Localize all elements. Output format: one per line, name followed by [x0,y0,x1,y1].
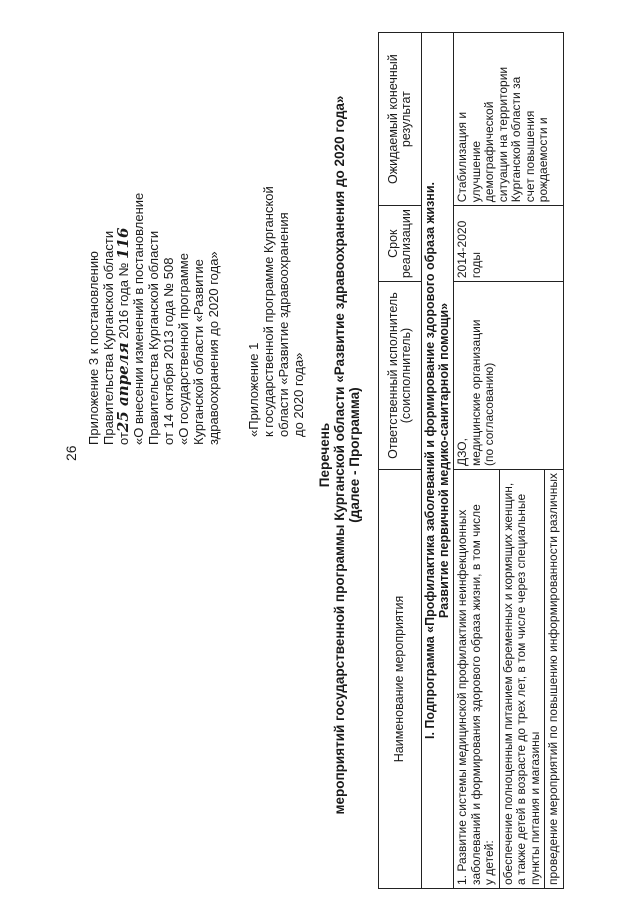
col-header-executor: Ответственный исполнитель (соисполнитель) [379,282,422,470]
title-line: Перечень [317,422,332,488]
row-name: обеспечение полноценным питанием беременных и кормящих женщин, а также детей в возрасте до трех лет, в том числе через специальные пункты питания и магазины [499,469,545,888]
appendix-1-header [246,7,306,437]
table-row [454,33,500,889]
table-header-row [379,33,422,889]
row-executor: ДЗО, медицинские организации (по согласованию) [454,282,564,470]
row-result: Стабилизация и улучшение демографической ситуации на территории Курганской области за счет повышения рождаемости и [454,33,564,206]
appendix3-line: Приложение 3 к постановлению [86,251,101,445]
row-name: 1. Развитие системы медицинской профилактики неинфекционных заболеваний и формирования здорового образа жизни, в том числе у детей: [454,469,500,888]
handwritten-number: 116 [114,227,132,259]
row-term: 2014-2020 годы [454,206,564,282]
appendix3-line: от 14 октября 2013 года № 508 [161,257,176,445]
appendix3-line: Курганской области «Развитие [191,259,206,445]
appendix3-line: «О государственной программе [176,253,191,445]
date-prefix: от [116,432,131,445]
handwritten-date: 25 апреля [114,342,132,433]
appendix1-line: области «Развитие здравоохранения [276,212,291,437]
appendix-3-header [86,5,221,445]
appendix3-date-line [116,5,131,445]
title-line: мероприятий государственной программы Курганской области «Развитие здравоохранения до 2020 года» [332,95,347,815]
col-header-result: Ожидаемый конечный результат [379,33,422,206]
appendix3-line: здравоохранения до 2020 года» [206,251,221,445]
measures-table [378,32,564,889]
page-number: 26 [63,445,79,461]
appendix3-line: Правительства Курганской области [101,230,116,445]
subprogram-row [422,33,454,889]
appendix3-line: Правительства Курганской области [146,230,161,445]
col-header-name: Наименование мероприятия [379,469,422,888]
row-name: проведение мероприятий по повышению информированности различных [545,469,564,888]
document-title [317,95,362,815]
appendix1-line: «Приложение 1 [246,342,261,437]
date-mid: 2016 года № [116,262,131,339]
appendix1-line: к государственной программе Курганской [261,186,276,437]
col-header-term: Срок реализации [379,206,422,282]
appendix3-line: «О внесении изменений в постановление [131,192,146,445]
appendix1-line: до 2020 года» [291,352,306,437]
title-line: (далее - Программа) [347,387,362,523]
subprogram-title: I. Подпрограмма «Профилактика заболеваний и формирование здорового образа жизни. Развитие первичной медико-санитарной помощи» [422,33,454,889]
